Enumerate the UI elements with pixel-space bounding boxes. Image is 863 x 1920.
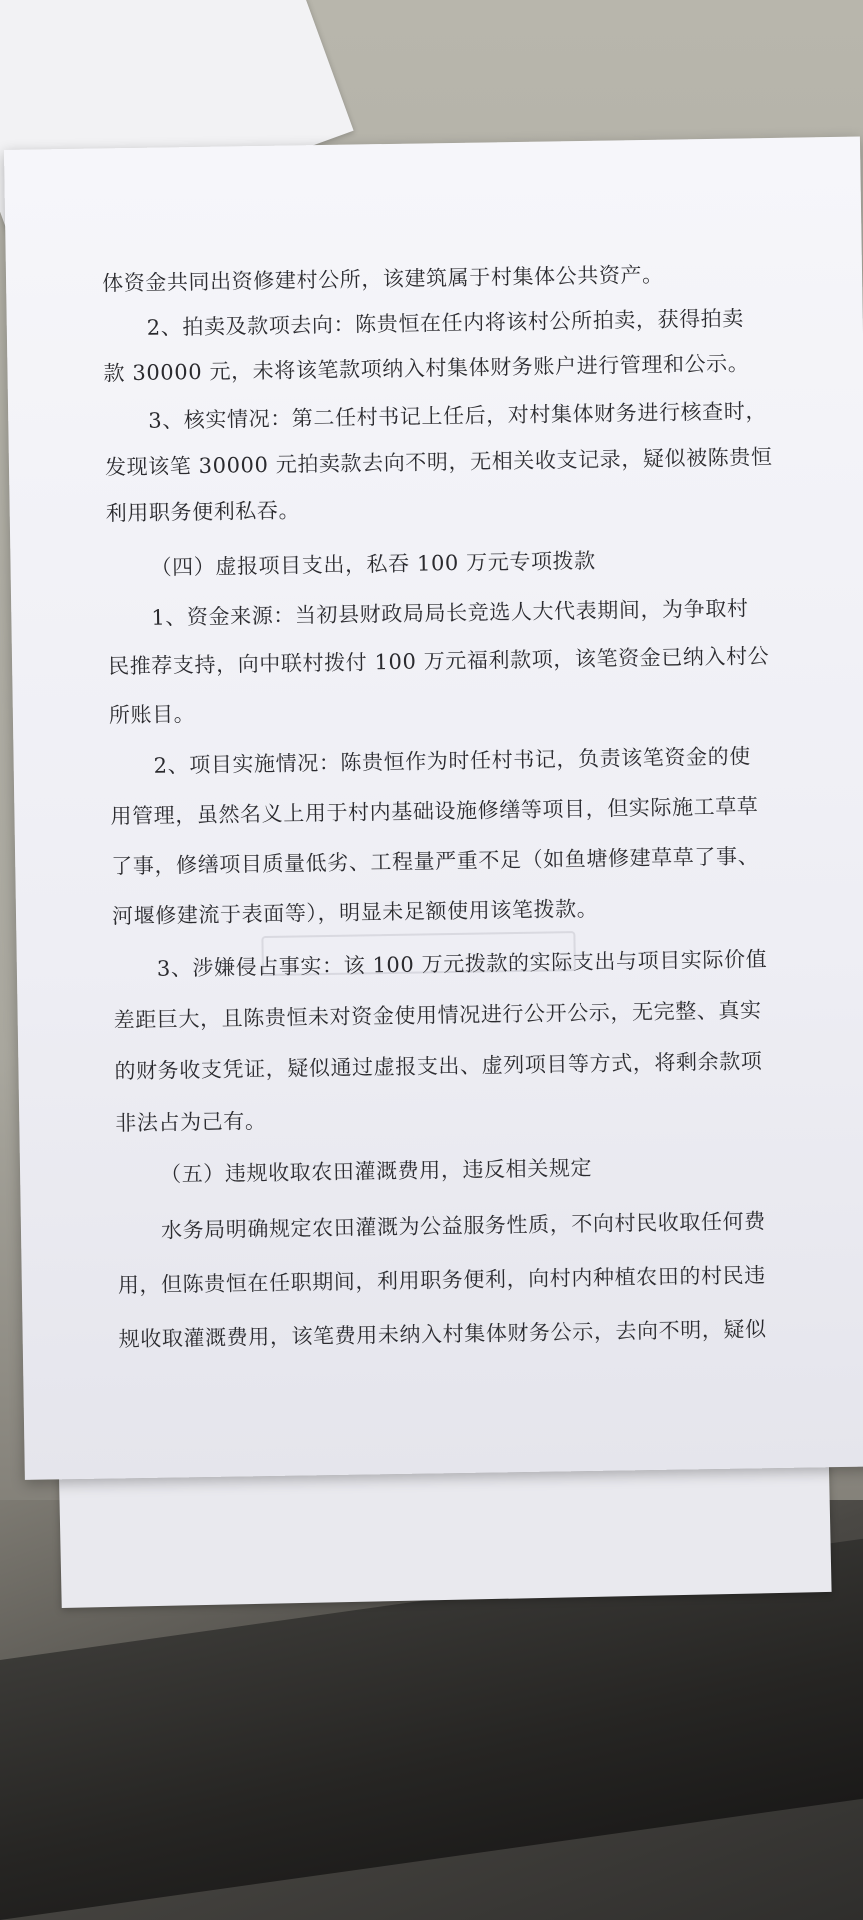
text-line: 民推荐支持，向中联村拨付 100 万元福利款项，该笔资金已纳入村公 bbox=[107, 644, 770, 679]
text-line: 了事，修缮项目质量低劣、工程量严重不足（如鱼塘修建草草了事、 bbox=[111, 844, 760, 879]
text-line: 规收取灌溉费用，该笔费用未纳入村集体财务公示，去向不明，疑似 bbox=[118, 1317, 767, 1352]
text-line: 利用职务便利私吞。 bbox=[105, 498, 301, 526]
text-line: 水务局明确规定农田灌溉为公益服务性质，不向村民收取任何费 bbox=[160, 1209, 766, 1243]
text-line: 差距巨大，且陈贵恒未对资金使用情况进行公开公示，无完整、真实 bbox=[113, 998, 762, 1033]
text-line: 2、项目实施情况：陈贵恒作为时任村书记，负责该笔资金的使 bbox=[153, 744, 751, 778]
section-heading: （五）违规收取农田灌溉费用，违反相关规定 bbox=[159, 1155, 593, 1187]
text-line: 发现该笔 30000 元拍卖款去向不明，无相关收支记录，疑似被陈贵恒 bbox=[104, 444, 773, 480]
text-line: 用，但陈贵恒在任职期间，利用职务便利，向村内种植农田的村民违 bbox=[117, 1263, 766, 1298]
text-line: 所账目。 bbox=[108, 702, 196, 728]
text-line: 1、资金来源：当初县财政局局长竞选人大代表期间，为争取村 bbox=[151, 596, 749, 630]
text-line: 款 30000 元，未将该笔款项纳入村集体财务账户进行管理和公示。 bbox=[103, 351, 750, 386]
text-line: 的财务收支凭证，疑似通过虚报支出、虚列项目等方式，将剩余款项 bbox=[114, 1049, 763, 1084]
text-line: 2、拍卖及款项去向：陈贵恒在任内将该村公所拍卖，获得拍卖 bbox=[146, 306, 745, 340]
section-heading: （四）虚报项目支出，私吞 100 万元专项拨款 bbox=[150, 548, 596, 580]
text-line: 用管理，虽然名义上用于村内基础设施修缮等项目，但实际施工草草 bbox=[110, 794, 759, 829]
text-line: 3、核实情况：第二任村书记上任后，对村集体财务进行核查时， bbox=[148, 399, 768, 433]
text-line: 3、涉嫌侵占事实：该 100 万元拨款的实际支出与项目实际价值 bbox=[156, 947, 768, 981]
text-line: 体资金共同出资修建村公所，该建筑属于村集体公共资产。 bbox=[101, 262, 664, 296]
text-line: 河堰修建流于表面等），明显未足额使用该笔拨款。 bbox=[111, 896, 599, 929]
text-line: 非法占为己有。 bbox=[115, 1108, 267, 1136]
document-page bbox=[4, 137, 863, 1480]
